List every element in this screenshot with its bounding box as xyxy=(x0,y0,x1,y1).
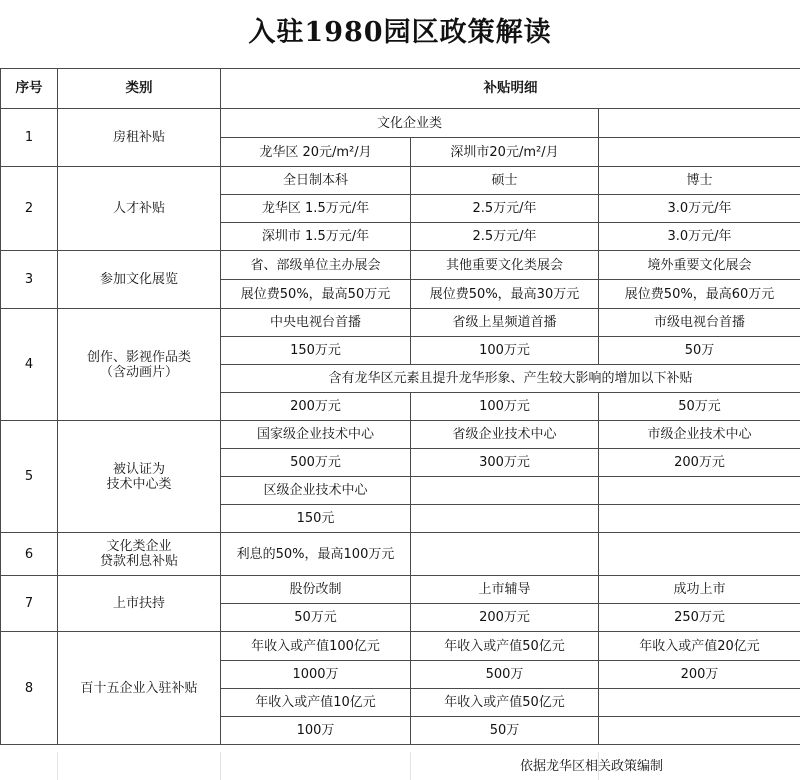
cell: 深圳市20元/m²/月 xyxy=(411,138,599,167)
cell: 深圳市 1.5万元/年 xyxy=(221,223,411,251)
cell: 年收入或产值100亿元 xyxy=(221,632,411,661)
page-title: 入驻1980园区政策解读 xyxy=(248,16,552,48)
cell: 龙华区 1.5万元/年 xyxy=(221,195,411,223)
cell: 50万 xyxy=(599,337,800,365)
cell: 区级企业技术中心 xyxy=(221,477,411,505)
table-row xyxy=(1,167,800,195)
row-no: 3 xyxy=(1,251,58,309)
cell: 200万元 xyxy=(221,393,411,421)
cell: 成功上市 xyxy=(599,576,800,604)
empty-cell xyxy=(599,689,800,717)
cell: 100万 xyxy=(221,717,411,745)
cell: 利息的50%，最高100万元 xyxy=(221,533,411,576)
cell: 龙华区 20元/m²/月 xyxy=(221,138,411,167)
row-no: 4 xyxy=(1,309,58,421)
footer xyxy=(0,752,800,780)
cell: 250万元 xyxy=(599,604,800,632)
cell: 股份改制 xyxy=(221,576,411,604)
cell: 500万元 xyxy=(221,449,411,477)
row-category: 参加文化展览 xyxy=(58,251,221,309)
empty-cell xyxy=(411,505,599,533)
header-no: 序号 xyxy=(1,69,58,109)
empty-cell xyxy=(599,138,800,167)
cell: 50万 xyxy=(411,717,599,745)
cell: 中央电视台首播 xyxy=(221,309,411,337)
cell: 100万元 xyxy=(411,337,599,365)
cell: 市级企业技术中心 xyxy=(599,421,800,449)
table-row xyxy=(1,309,800,337)
empty-cell xyxy=(599,717,800,745)
table-row xyxy=(1,533,800,576)
cell: 年收入或产值10亿元 xyxy=(221,689,411,717)
row-category: 被认证为 技术中心类 xyxy=(58,421,221,533)
row-no: 2 xyxy=(1,167,58,251)
cell: 上市辅导 xyxy=(411,576,599,604)
cell: 1000万 xyxy=(221,661,411,689)
cell: 年收入或产值50亿元 xyxy=(411,689,599,717)
header-category: 类别 xyxy=(58,69,221,109)
row-no: 6 xyxy=(1,533,58,576)
row-no: 7 xyxy=(1,576,58,632)
row-category: 文化类企业 贷款利息补贴 xyxy=(58,533,221,576)
row-category: 创作、影视作品类 （含动画片） xyxy=(58,309,221,421)
row-no: 5 xyxy=(1,421,58,533)
row-category: 上市扶持 xyxy=(58,576,221,632)
cell: 含有龙华区元素且提升龙华形象、产生较大影响的增加以下补贴 xyxy=(221,365,800,393)
cell: 市级电视台首播 xyxy=(599,309,800,337)
header-row xyxy=(1,69,800,109)
row-no: 8 xyxy=(1,632,58,745)
cell: 2.5万元/年 xyxy=(411,195,599,223)
cell: 博士 xyxy=(599,167,800,195)
table-row xyxy=(1,632,800,661)
cell: 300万元 xyxy=(411,449,599,477)
cell: 展位费50%，最高60万元 xyxy=(599,280,800,309)
empty-cell xyxy=(411,477,599,505)
cell: 省级上星频道首播 xyxy=(411,309,599,337)
cell: 省、部级单位主办展会 xyxy=(221,251,411,280)
cell: 年收入或产值20亿元 xyxy=(599,632,800,661)
row-category: 房租补贴 xyxy=(58,109,221,167)
cell: 150元 xyxy=(221,505,411,533)
cell: 2.5万元/年 xyxy=(411,223,599,251)
policy-table xyxy=(0,68,800,745)
cell: 文化企业类 xyxy=(221,109,599,138)
empty-cell xyxy=(599,109,800,138)
cell: 境外重要文化展会 xyxy=(599,251,800,280)
divider xyxy=(220,752,221,780)
table-row xyxy=(1,421,800,449)
cell: 200万元 xyxy=(411,604,599,632)
cell: 全日制本科 xyxy=(221,167,411,195)
cell: 150万元 xyxy=(221,337,411,365)
empty-cell xyxy=(411,533,599,576)
cell: 200万 xyxy=(599,661,800,689)
divider xyxy=(57,752,58,780)
header-detail: 补贴明细 xyxy=(221,69,800,109)
table-row xyxy=(1,576,800,604)
cell: 年收入或产值50亿元 xyxy=(411,632,599,661)
cell: 其他重要文化类展会 xyxy=(411,251,599,280)
cell: 200万元 xyxy=(599,449,800,477)
cell: 50万元 xyxy=(221,604,411,632)
empty-cell xyxy=(599,505,800,533)
cell: 硕士 xyxy=(411,167,599,195)
empty-cell xyxy=(599,477,800,505)
cell: 100万元 xyxy=(411,393,599,421)
cell: 500万 xyxy=(411,661,599,689)
cell: 省级企业技术中心 xyxy=(411,421,599,449)
cell: 50万元 xyxy=(599,393,800,421)
divider xyxy=(410,752,411,780)
cell: 国家级企业技术中心 xyxy=(221,421,411,449)
cell: 3.0万元/年 xyxy=(599,223,800,251)
cell: 展位费50%，最高30万元 xyxy=(411,280,599,309)
row-category: 百十五企业入驻补贴 xyxy=(58,632,221,745)
cell: 3.0万元/年 xyxy=(599,195,800,223)
row-no: 1 xyxy=(1,109,58,167)
row-category: 人才补贴 xyxy=(58,167,221,251)
table-row xyxy=(1,109,800,138)
empty-cell xyxy=(599,533,800,576)
table-row xyxy=(1,251,800,280)
cell: 展位费50%，最高50万元 xyxy=(221,280,411,309)
footer-note: 依据龙华区相关政策编制 xyxy=(520,759,664,774)
